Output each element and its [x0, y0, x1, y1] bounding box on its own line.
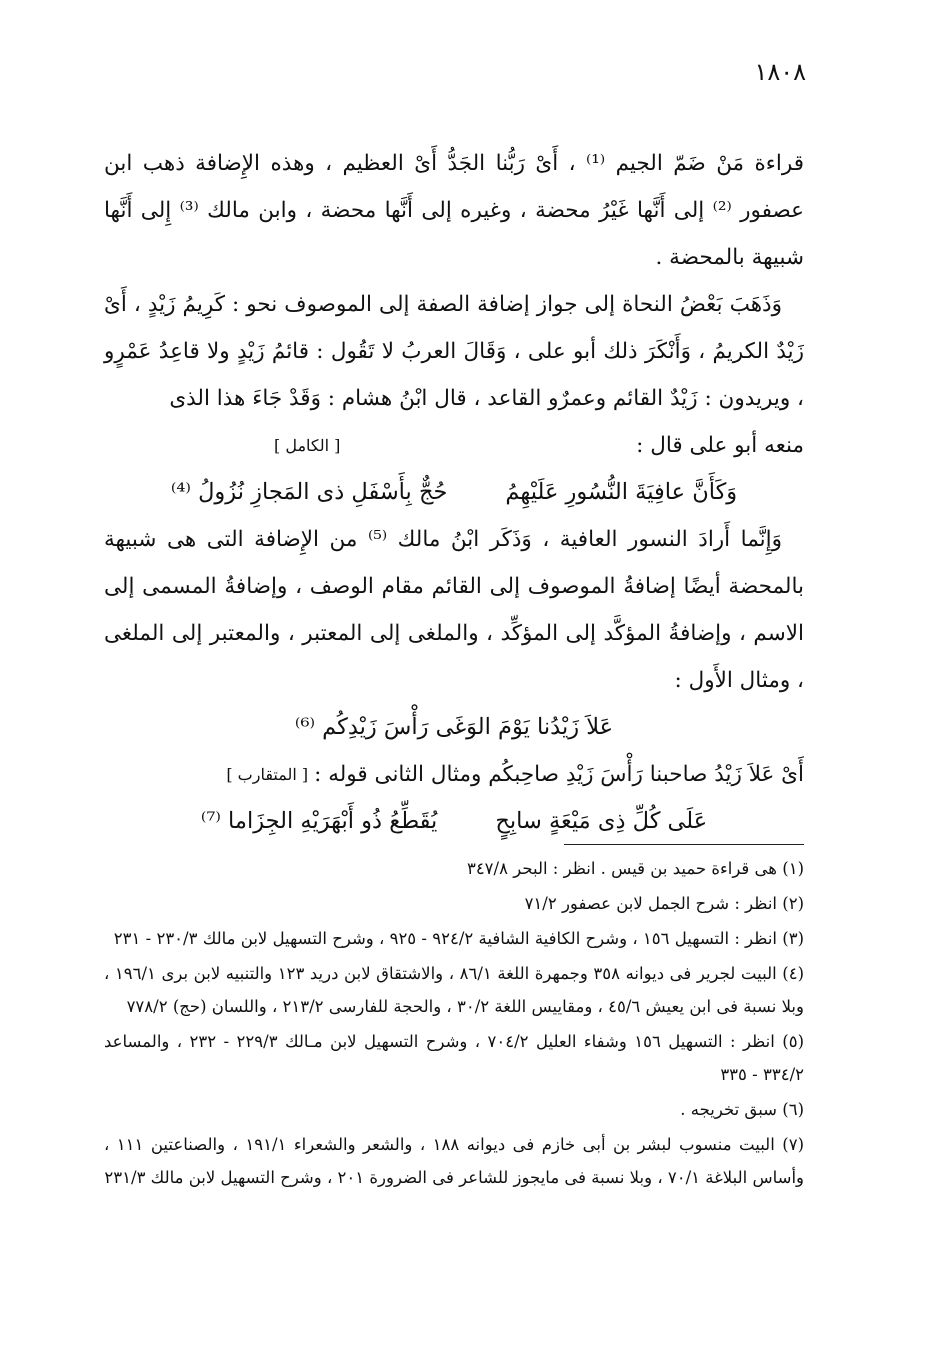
- verse-1: [104, 469, 804, 516]
- verse-3-second-hemistich: يُقَطِّعُ ذُو أَبْهَرَيْهِ الجِزَاما ⁽⁷⁾: [200, 808, 438, 834]
- footnote-2: (٢) انظر : شرح الجمل لابن عصفور ٧١/٢: [524, 894, 804, 913]
- paragraph-2-end: [104, 422, 804, 469]
- verse-3-first-hemistich: عَلَى كُلِّ ذِى مَيْعَةٍ سابِحٍ: [495, 808, 708, 834]
- verse-2: [104, 704, 804, 751]
- footnotes: [104, 852, 804, 1196]
- paragraph-2: وَذَهَبَ بَعْضُ النحاة إلى جواز إضافة الصفة إلى الموصوف نحو : كَرِيمُ زَيْدٍ ، أَىْ زَيْدٌ الكريمُ ، وَأَنْكَرَ ذلك أبو على ، وَقَالَ العربُ لا تَقُول : قائمُ زَيْدٍ ولا قاعِدُ عَمْرٍو ، ويريدون : زَيْدٌ القائم وعمرٌو القاعد ، قال ابْنُ هشام : وَقَدْ جَاءَ هذا الذى: [104, 292, 804, 411]
- verse-1-first-hemistich: وَكَأَنَّ عافِيَةَ النُّسُورِ عَلَيْهِمُ: [505, 479, 738, 505]
- paragraph-2-last-line: منعه أبو على قال :: [636, 433, 804, 458]
- main-text: [104, 140, 804, 845]
- footnote-6: (٦) سبق تخريجه .: [680, 1100, 804, 1119]
- verse-2-text: عَلاَ زَيْدُنا يَوْمَ الوَغَى رَأْسَ زَيْدِكُم ⁽⁶⁾: [294, 714, 614, 740]
- footnote-1: (١) هى قراءة حميد بن قيس . انظر : البحر ٣٤٧/٨: [466, 859, 804, 878]
- verse-1-second-hemistich: حُجٌّ بِأَسْفَلِ ذى المَجازِ نُزُولُ ⁽⁴⁾: [170, 479, 448, 505]
- footnote-5: (٥) انظر : التسهيل ١٥٦ وشفاء العليل ٧٠٤/٢ ، وشرح التسهيل لابن مـالك ٢٢٩/٣ - ٢٣٢ ، والمساعد ٣٣٤/٢ - ٣٣٥: [104, 1032, 805, 1084]
- meter-kamil: [ الكامل ]: [274, 436, 341, 455]
- paragraph-4-line: [104, 751, 804, 798]
- meter-mutaqarib: [ المتقارب ]: [226, 765, 309, 784]
- footnote-4: (٤) البيت لجرير فى ديوانه ٣٥٨ وجمهرة اللغة ٨٦/١ ، والاشتقاق لابن دريد ١٢٣ والتنبيه لابن برى ١٩٦/١ ، وبلا نسبة فى ابن يعيش ٤٥/٦ ، ومقاييس اللغة ٣٠/٢ ، والحجة للفارسى ٢١٣/٢ ، واللسان (حج) ٧٧٨/٢: [104, 964, 805, 1016]
- paragraph-4: أَىْ عَلاَ زَيْدُ صاحبنا رَأْسَ زَيْدِ صاحِبكُم ومثال الثانى قوله :: [314, 762, 804, 787]
- footnote-7: (٧) البيت منسوب لبشر بن أبى خازم فى ديوانه ١٨٨ ، والشعر والشعراء ١٩١/١ ، والصناعتين ١١١ ، وأساس البلاغة ٧٠/١ ، وبلا نسبة فى مايجوز للشاعر فى الضرورة ٢٠١ ، وشرح التسهيل لابن مالك ٢٣١/٣: [104, 1135, 804, 1187]
- paragraph-1: قراءة مَنْ ضَمّ الجيم ⁽¹⁾ ، أَىْ رَبُّنا الجَدُّ أَىْ العظيم ، وهذه الإِضافة ذهب ابن عصفور ⁽²⁾ إلى أَنَّها غَيْرُ محضة ، وغيره إلى أَنَّها محضة ، وابن مالك ⁽³⁾ إِلى أَنَّها شبيهة بالمحضة .: [104, 151, 805, 270]
- paragraph-3: وَإِنَّما أَرادَ النسور العافية ، وَذَكَر ابْنُ مالك ⁽⁵⁾ من الإِضافة التى هى شبيهة بالمحضة أيضًا إضافةُ الموصوف إلى القائم مقام الوصف ، وإضافةُ المسمى إلى الاسم ، وإضافةُ المؤكَّد إلى المؤكِّد ، والملغى إلى المعتبر ، والمعتبر إلى الملغى ، ومثال الأَول :: [104, 527, 804, 693]
- footnote-3: (٣) انظر : التسهيل ١٥٦ ، وشرح الكافية الشافية ٩٢٤/٢ - ٩٢٥ ، وشرح التسهيل لابن مالك ٢٣٠/٣ - ٢٣١: [113, 929, 804, 948]
- page-number: ١٨٠٨: [754, 58, 806, 86]
- footnote-divider: [564, 844, 804, 845]
- verse-3: [104, 798, 804, 845]
